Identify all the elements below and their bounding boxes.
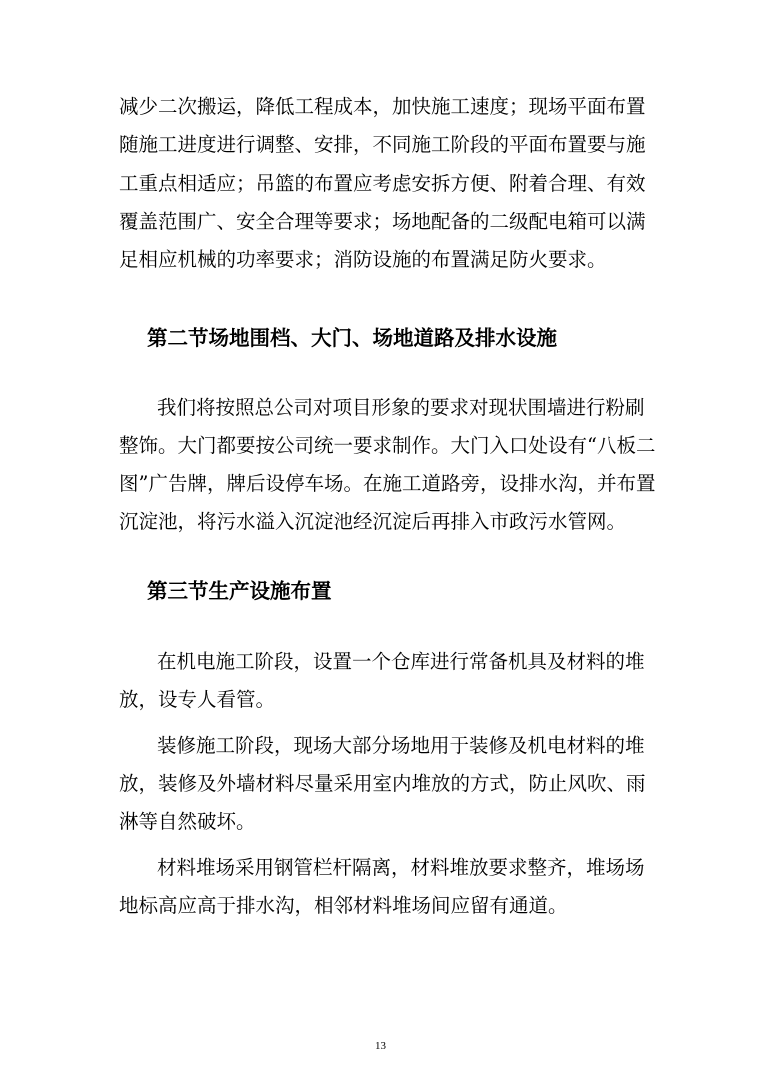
text-line: 随施工进度进行调整、安排，不同施工阶段的平面布置要与施 bbox=[119, 133, 646, 156]
text-line: 放，装修及外墙材料尽量采用室内堆放的方式，防止风吹、雨 bbox=[119, 772, 646, 795]
text-line: 沉淀池，将污水溢入沉淀池经沉淀后再排入市政污水管网。 bbox=[119, 510, 627, 533]
page-number: 13 bbox=[375, 1040, 386, 1052]
text-line: 减少二次搬运，降低工程成本，加快施工速度；现场平面布置 bbox=[119, 95, 646, 118]
text-line: 整饰。大门都要按公司统一要求制作。大门入口处设有“八板二 bbox=[119, 434, 656, 457]
text-line: 足相应机械的功率要求；消防设施的布置满足防火要求。 bbox=[119, 248, 607, 271]
text-line: 地标高应高于排水沟，相邻材料堆场间应留有通道。 bbox=[119, 894, 568, 917]
section-heading-2: 第二节场地围档、大门、场地道路及排水设施 bbox=[147, 326, 557, 350]
text-line: 在机电施工阶段，设置一个仓库进行常备机具及材料的堆 bbox=[157, 650, 645, 673]
text-line: 工重点相适应；吊篮的布置应考虑安拆方便、附着合理、有效 bbox=[119, 172, 646, 195]
text-line: 装修施工阶段，现场大部分场地用于装修及机电材料的堆 bbox=[157, 734, 645, 757]
text-line: 放，设专人看管。 bbox=[119, 688, 276, 711]
text-line: 我们将按照总公司对项目形象的要求对现状围墙进行粉刷 bbox=[157, 396, 645, 419]
text-line: 图”广告牌，牌后设停车场。在施工道路旁，设排水沟，并布置 bbox=[119, 472, 656, 495]
section-heading-3: 第三节生产设施布置 bbox=[147, 579, 332, 603]
text-line: 淋等自然破坏。 bbox=[119, 810, 256, 833]
text-line: 材料堆场采用钢管栏杆隔离，材料堆放要求整齐，堆场场 bbox=[157, 856, 645, 879]
text-line: 覆盖范围广、安全合理等要求；场地配备的二级配电箱可以满 bbox=[119, 210, 646, 233]
